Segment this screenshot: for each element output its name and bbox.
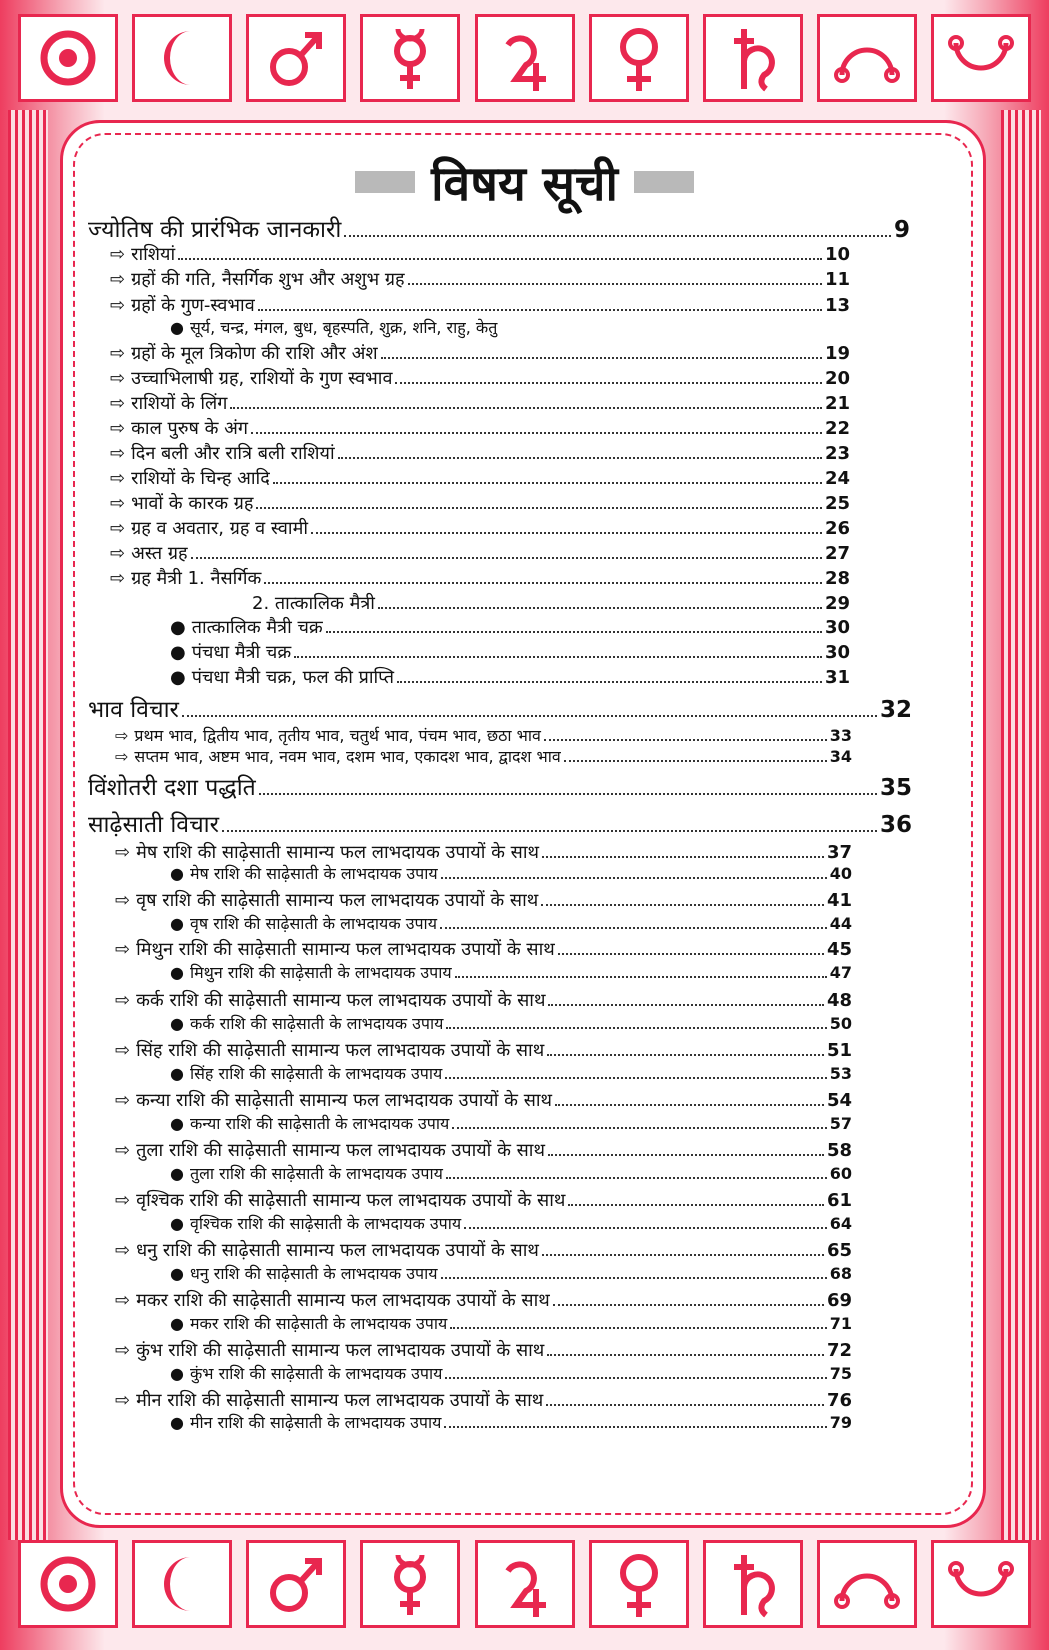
toc-entry-title: तात्कालिक मैत्री चक्र — [191, 617, 323, 638]
toc-entry-title: दिन बली और रात्रि बली राशियां — [131, 443, 335, 464]
dot-leader — [338, 444, 822, 459]
dot-leader — [222, 814, 877, 832]
dot-leader — [311, 519, 822, 534]
toc-page-number: 50 — [829, 1014, 852, 1033]
toc-entry-title: तुला राशि की साढ़ेसाती के लाभदायक उपाय — [189, 1164, 443, 1183]
arrow-icon: ⇨ — [115, 842, 131, 863]
toc-page-number: 58 — [826, 1140, 852, 1161]
toc-entry — [170, 640, 850, 664]
ketu-icon-tile — [931, 1540, 1031, 1628]
dot-leader — [440, 916, 827, 929]
toc-page-number: 34 — [829, 747, 852, 766]
toc-entry-title: धनु राशि की साढ़ेसाती सामान्य फल लाभदायक उपायों के साथ — [136, 1240, 539, 1261]
toc-entry — [110, 341, 850, 365]
toc-page-number: 79 — [829, 1413, 852, 1432]
toc-page-number: 28 — [824, 568, 850, 589]
toc-page-number: 48 — [826, 990, 852, 1011]
toc-entry — [170, 1362, 852, 1384]
toc-page-number: 27 — [824, 543, 850, 564]
toc-entry-title: राशियां — [131, 244, 176, 265]
jupiter-icon — [486, 23, 564, 93]
toc-entry-title: कुंभ राशि की साढ़ेसाती सामान्य फल लाभदायक उपायों के साथ — [136, 1340, 545, 1361]
dot-leader — [548, 1141, 824, 1156]
toc-page-number: 33 — [829, 726, 852, 745]
dot-leader — [378, 594, 822, 609]
arrow-icon: ⇨ — [110, 368, 126, 389]
toc-page-number: 68 — [829, 1264, 852, 1283]
jupiter-icon-tile — [475, 1540, 575, 1628]
toc-page-number: 54 — [826, 1090, 852, 1111]
toc-entry — [170, 1212, 852, 1234]
toc-entry — [170, 862, 852, 884]
dot-leader — [178, 245, 822, 260]
toc-entry-title: वृश्चिक राशि की साढ़ेसाती के लाभदायक उपाय — [189, 1214, 462, 1233]
toc-page-number: 37 — [826, 842, 852, 863]
toc-entry — [110, 441, 850, 465]
arrow-icon: ⇨ — [110, 343, 126, 364]
toc-entry-title: उच्चाभिलाषी ग्रह, राशियों के गुण स्वभाव — [131, 368, 393, 389]
mercury-icon-tile — [360, 14, 460, 102]
moon-icon — [143, 1549, 221, 1619]
toc-entry — [110, 491, 850, 515]
toc-entry — [170, 961, 852, 983]
toc-entry-title: कुंभ राशि की साढ़ेसाती के लाभदायक उपाय — [189, 1364, 443, 1383]
bullet-icon: ● — [170, 864, 184, 883]
bullet-icon: ● — [170, 1164, 184, 1183]
dot-leader — [446, 1016, 826, 1029]
dot-leader — [251, 419, 822, 434]
toc-page-number: 11 — [824, 269, 850, 290]
arrow-icon: ⇨ — [110, 493, 126, 514]
sun-icon-tile — [18, 1540, 118, 1628]
toc-entry — [115, 840, 852, 864]
toc-entry — [115, 937, 852, 961]
toc-entry — [115, 1288, 852, 1312]
toc-entry — [170, 615, 850, 639]
jupiter-icon-tile — [475, 14, 575, 102]
toc-entry-title: मीन राशि की साढ़ेसाती सामान्य फल लाभदायक उपायों के साथ — [136, 1390, 544, 1411]
dot-leader — [547, 1341, 824, 1356]
toc-entry-title: साढ़ेसाती विचार — [88, 812, 220, 838]
toc-page-number: 69 — [826, 1290, 852, 1311]
toc-page-number: 53 — [829, 1064, 852, 1083]
toc-entry — [110, 391, 850, 415]
toc-entry-title: वृष राशि की साढ़ेसाती के लाभदायक उपाय — [189, 914, 437, 933]
dot-leader — [294, 643, 822, 658]
toc-entry-title: मेष राशि की साढ़ेसाती सामान्य फल लाभदायक उपायों के साथ — [136, 842, 539, 863]
mars-icon — [257, 1549, 335, 1619]
moon-icon — [143, 23, 221, 93]
toc-page-number: 45 — [826, 939, 852, 960]
dot-leader — [548, 991, 823, 1006]
bullet-icon: ● — [170, 1364, 184, 1383]
toc-entry — [170, 1312, 852, 1334]
toc-entry — [115, 1038, 852, 1062]
dot-leader — [408, 270, 822, 285]
toc-page-number: 35 — [879, 775, 912, 801]
toc-heading — [88, 807, 912, 839]
page-title: विषय सूची — [431, 155, 618, 212]
toc-entry — [115, 724, 852, 746]
toc-entry — [115, 988, 852, 1012]
dot-leader — [464, 1216, 827, 1229]
toc-entry — [115, 1338, 852, 1362]
toc-page-number: 19 — [824, 343, 850, 364]
dot-leader — [452, 1116, 826, 1129]
toc-entry — [110, 293, 850, 317]
venus-icon-tile — [589, 1540, 689, 1628]
toc-entry-title: अस्त ग्रह — [131, 543, 188, 564]
bullet-icon: ● — [170, 914, 184, 933]
toc-entry-title: भाव विचार — [88, 697, 179, 723]
toc-page-number: 26 — [824, 518, 850, 539]
toc-entry — [115, 1088, 852, 1112]
dot-leader — [558, 940, 824, 955]
toc-entry-title: काल पुरुष के अंग — [131, 418, 249, 439]
toc-entry-title: मीन राशि की साढ़ेसाती के लाभदायक उपाय — [189, 1413, 442, 1432]
mars-icon-tile — [246, 1540, 346, 1628]
dot-leader — [553, 1291, 824, 1306]
toc-entry — [110, 466, 850, 490]
toc-entry-title: तुला राशि की साढ़ेसाती सामान्य फल लाभदायक उपायों के साथ — [136, 1140, 545, 1161]
dot-leader — [542, 1241, 824, 1256]
dot-leader — [441, 1266, 827, 1279]
toc-page-number: 41 — [826, 890, 852, 911]
dot-leader — [544, 728, 827, 741]
venus-icon-tile — [589, 14, 689, 102]
dot-leader — [541, 891, 824, 906]
toc-page-number: 13 — [824, 295, 850, 316]
dot-leader — [446, 1166, 827, 1179]
toc-entry — [252, 591, 850, 615]
dot-leader — [547, 1041, 824, 1056]
toc-entry — [115, 1388, 852, 1412]
dot-leader — [397, 668, 822, 683]
dot-leader — [445, 1366, 826, 1379]
venus-icon — [600, 23, 678, 93]
toc-entry — [170, 1062, 852, 1084]
toc-entry-title: सूर्य, चन्द्र, मंगल, बुध, बृहस्पति, शुक्र, शनि, राहु, केतु — [189, 318, 498, 337]
toc-entry-title: ग्रह मैत्री 1. नैसर्गिक — [131, 568, 262, 589]
dot-leader — [326, 618, 822, 633]
toc-entry-title: ग्रहों के गुण-स्वभाव — [131, 295, 255, 316]
ketu-icon-tile — [931, 14, 1031, 102]
rahu-icon — [828, 1549, 906, 1619]
toc-entry — [115, 1138, 852, 1162]
toc-entry-title: भावों के कारक ग्रह — [131, 493, 254, 514]
title-shade-right — [634, 171, 694, 193]
toc-entry-title: मेष राशि की साढ़ेसाती के लाभदायक उपाय — [189, 864, 438, 883]
toc-page-number: 9 — [893, 217, 910, 243]
arrow-icon: ⇨ — [115, 890, 131, 911]
arrow-icon: ⇨ — [115, 1290, 131, 1311]
toc-entry — [115, 1188, 852, 1212]
arrow-icon: ⇨ — [115, 1190, 131, 1211]
toc-entry-title: 2. तात्कालिक मैत्री — [252, 593, 375, 614]
rahu-icon-tile — [817, 1540, 917, 1628]
rahu-icon-tile — [817, 14, 917, 102]
toc-page-number: 10 — [824, 244, 850, 265]
dot-leader — [230, 394, 822, 409]
arrow-icon: ⇨ — [110, 543, 126, 564]
dot-leader — [444, 1415, 826, 1428]
sun-icon — [29, 23, 107, 93]
toc-entry-title: ग्रह व अवतार, ग्रह व स्वामी — [131, 518, 309, 539]
toc-entry-title: पंचधा मैत्री चक्र — [191, 642, 292, 663]
arrow-icon: ⇨ — [110, 418, 126, 439]
sun-icon-tile — [18, 14, 118, 102]
dot-leader — [264, 569, 822, 584]
bullet-icon: ● — [170, 1264, 184, 1283]
arrow-icon: ⇨ — [115, 1090, 131, 1111]
dot-leader — [546, 1391, 824, 1406]
saturn-icon — [714, 1549, 792, 1619]
rahu-icon — [828, 23, 906, 93]
toc-heading — [88, 212, 910, 244]
toc-entry — [110, 366, 850, 390]
jupiter-icon — [486, 1549, 564, 1619]
top-symbol-row — [18, 14, 1031, 110]
toc-entry-title: कर्क राशि की साढ़ेसाती सामान्य फल लाभदायक उपायों के साथ — [136, 990, 546, 1011]
dot-leader — [455, 965, 827, 978]
toc-entry-title: कन्या राशि की साढ़ेसाती के लाभदायक उपाय — [189, 1114, 450, 1133]
toc-page-number: 30 — [824, 642, 850, 663]
toc-page-number: 57 — [829, 1114, 852, 1133]
toc-entry — [170, 316, 497, 338]
toc-entry — [115, 1238, 852, 1262]
dot-leader — [381, 344, 822, 359]
sun-icon — [29, 1549, 107, 1619]
arrow-icon: ⇨ — [110, 269, 126, 290]
toc-page-number: 21 — [824, 393, 850, 414]
toc-page-number: 23 — [824, 443, 850, 464]
toc-page-number: 25 — [824, 493, 850, 514]
bullet-icon: ● — [170, 1413, 184, 1432]
toc-entry-title: मकर राशि की साढ़ेसाती सामान्य फल लाभदायक उपायों के साथ — [136, 1290, 550, 1311]
toc-page-number: 32 — [879, 697, 912, 723]
bullet-icon: ● — [170, 318, 184, 337]
arrow-icon: ⇨ — [110, 295, 126, 316]
toc-entry-title: पंचधा मैत्री चक्र, फल की प्राप्ति — [191, 667, 394, 688]
toc-entry — [110, 541, 850, 565]
arrow-icon: ⇨ — [110, 393, 126, 414]
saturn-icon-tile — [703, 14, 803, 102]
ketu-icon — [942, 1549, 1020, 1619]
toc-heading — [88, 770, 912, 802]
toc-entry-title: सिंह राशि की साढ़ेसाती सामान्य फल लाभदायक उपायों के साथ — [136, 1040, 545, 1061]
dot-leader — [450, 1316, 826, 1329]
toc-entry-title: मिथुन राशि की साढ़ेसाती के लाभदायक उपाय — [189, 963, 452, 982]
toc-page-number: 75 — [829, 1364, 852, 1383]
bullet-icon: ● — [170, 642, 186, 663]
saturn-icon — [714, 23, 792, 93]
toc-entry-title: वृष राशि की साढ़ेसाती सामान्य फल लाभदायक उपायों के साथ — [136, 890, 539, 911]
mercury-icon — [371, 1549, 449, 1619]
venus-icon — [600, 1549, 678, 1619]
dot-leader — [256, 494, 821, 509]
toc-heading — [88, 692, 912, 724]
arrow-icon: ⇨ — [115, 726, 129, 745]
toc-page-number: 51 — [826, 1040, 852, 1061]
dot-leader — [344, 219, 891, 237]
toc-page-number: 76 — [826, 1390, 852, 1411]
title-shade-left — [355, 171, 415, 193]
bullet-icon: ● — [170, 1014, 184, 1033]
toc-page-number: 44 — [829, 914, 852, 933]
toc-entry-title: ज्योतिष की प्रारंभिक जानकारी — [88, 217, 342, 243]
bullet-icon: ● — [170, 667, 186, 688]
toc-page-number: 71 — [829, 1314, 852, 1333]
toc-entry — [115, 888, 852, 912]
moon-icon-tile — [132, 14, 232, 102]
toc-entry-title: सिंह राशि की साढ़ेसाती के लाभदायक उपाय — [189, 1064, 443, 1083]
saturn-icon-tile — [703, 1540, 803, 1628]
toc-page-number: 47 — [829, 963, 852, 982]
toc-entry — [110, 242, 850, 266]
dot-leader — [542, 843, 824, 858]
dot-leader — [555, 1091, 824, 1106]
mercury-icon-tile — [360, 1540, 460, 1628]
toc-entry — [170, 665, 850, 689]
toc-page-number: 40 — [829, 864, 852, 883]
title-area — [0, 150, 1049, 214]
toc-page-number: 64 — [829, 1214, 852, 1233]
bullet-icon: ● — [170, 1114, 184, 1133]
arrow-icon: ⇨ — [115, 1340, 131, 1361]
toc-entry — [170, 1162, 852, 1184]
mars-icon — [257, 23, 335, 93]
toc-page-number: 24 — [824, 468, 850, 489]
mercury-icon — [371, 23, 449, 93]
right-border-stripes — [1001, 110, 1041, 1540]
toc-entry-title: वृश्चिक राशि की साढ़ेसाती सामान्य फल लाभदायक उपायों के साथ — [136, 1190, 566, 1211]
dot-leader — [191, 544, 822, 559]
ketu-icon — [942, 23, 1020, 93]
dot-leader — [258, 296, 822, 311]
mars-icon-tile — [246, 14, 346, 102]
toc-entry — [170, 1262, 852, 1284]
toc-entry-title: मिथुन राशि की साढ़ेसाती सामान्य फल लाभदायक उपायों के साथ — [136, 939, 555, 960]
bottom-symbol-row — [18, 1540, 1031, 1636]
dot-leader — [395, 369, 821, 384]
toc-entry — [110, 267, 850, 291]
dot-leader — [273, 469, 822, 484]
toc-page-number: 20 — [824, 368, 850, 389]
dot-leader — [564, 749, 827, 762]
toc-page-number: 60 — [829, 1164, 852, 1183]
toc-page-number: 72 — [826, 1340, 852, 1361]
arrow-icon: ⇨ — [115, 1140, 131, 1161]
bullet-icon: ● — [170, 1314, 184, 1333]
toc-entry — [110, 416, 850, 440]
dot-leader — [445, 1066, 826, 1079]
arrow-icon: ⇨ — [110, 244, 126, 265]
left-border-stripes — [8, 110, 48, 1540]
toc-page-number: 30 — [824, 617, 850, 638]
arrow-icon: ⇨ — [110, 518, 126, 539]
toc-entry-title: विंशोतरी दशा पद्धति — [88, 775, 256, 801]
toc-page-number: 31 — [824, 667, 850, 688]
toc-entry — [110, 516, 850, 540]
toc-entry-title: राशियों के चिन्ह आदि — [131, 468, 270, 489]
toc-page-number: 61 — [826, 1190, 852, 1211]
toc-entry-title: कर्क राशि की साढ़ेसाती के लाभदायक उपाय — [189, 1014, 444, 1033]
toc-entry — [170, 1411, 852, 1433]
toc-entry — [110, 566, 850, 590]
toc-page-number: 22 — [824, 418, 850, 439]
dot-leader — [568, 1191, 824, 1206]
toc-entry-title: सप्तम भाव, अष्टम भाव, नवम भाव, दशम भाव, एकादश भाव, द्वादश भाव — [134, 747, 561, 766]
toc-entry-title: ग्रहों की गति, नैसर्गिक शुभ और अशुभ ग्रह — [131, 269, 405, 290]
arrow-icon: ⇨ — [115, 1240, 131, 1261]
dot-leader — [259, 777, 877, 795]
toc-page-number: 65 — [826, 1240, 852, 1261]
dot-leader — [441, 866, 827, 879]
toc-page-number: 29 — [824, 593, 850, 614]
toc-entry-title: ग्रहों के मूल त्रिकोण की राशि और अंश — [131, 343, 378, 364]
arrow-icon: ⇨ — [110, 468, 126, 489]
arrow-icon: ⇨ — [115, 939, 131, 960]
dot-leader — [182, 699, 877, 717]
arrow-icon: ⇨ — [115, 1040, 131, 1061]
toc-entry-title: धनु राशि की साढ़ेसाती के लाभदायक उपाय — [189, 1264, 438, 1283]
toc-entry-title: प्रथम भाव, द्वितीय भाव, तृतीय भाव, चतुर्थ भाव, पंचम भाव, छठा भाव — [134, 726, 541, 745]
bullet-icon: ● — [170, 1214, 184, 1233]
toc-page-number: 36 — [879, 812, 912, 838]
toc-entry — [170, 912, 852, 934]
toc-entry-title: राशियों के लिंग — [131, 393, 228, 414]
arrow-icon: ⇨ — [110, 568, 126, 589]
toc-entry — [115, 745, 852, 767]
arrow-icon: ⇨ — [115, 1390, 131, 1411]
bullet-icon: ● — [170, 963, 184, 982]
arrow-icon: ⇨ — [115, 990, 131, 1011]
arrow-icon: ⇨ — [115, 747, 129, 766]
bullet-icon: ● — [170, 1064, 184, 1083]
arrow-icon: ⇨ — [110, 443, 126, 464]
toc-entry-title: कन्या राशि की साढ़ेसाती सामान्य फल लाभदायक उपायों के साथ — [136, 1090, 553, 1111]
bullet-icon: ● — [170, 617, 186, 638]
toc-entry — [170, 1012, 852, 1034]
toc-entry-title: मकर राशि की साढ़ेसाती के लाभदायक उपाय — [189, 1314, 448, 1333]
toc-entry — [170, 1112, 852, 1134]
moon-icon-tile — [132, 1540, 232, 1628]
